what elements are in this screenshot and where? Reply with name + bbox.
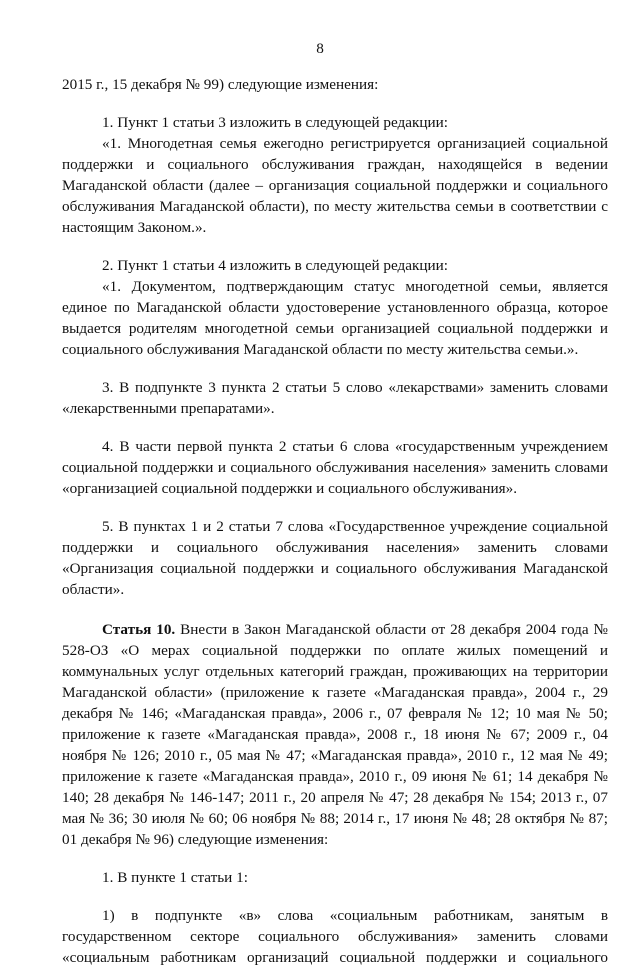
intro-line: 2015 г., 15 декабря № 99) следующие изменения: (62, 76, 379, 93)
article-10-heading: Статья 10. (102, 621, 176, 638)
document-body (62, 74, 608, 968)
article-10 (62, 619, 608, 850)
item-4: 4. В части первой пункта 2 статьи 6 слова «государственным учреждением социальной поддержки и социального обслуживания населения» заменить словами «организацией социальной поддержки и социального обслуживания». (62, 438, 608, 497)
subitem-1: 1. В пункте 1 статьи 1: (102, 869, 248, 886)
item-2-lead: 2. Пункт 1 статьи 4 изложить в следующей редакции: (102, 257, 449, 274)
item-3: 3. В подпункте 3 пункта 2 статьи 5 слово «лекарствами» заменить словами «лекарственными препаратами». (62, 379, 608, 417)
page-number: 8 (316, 40, 324, 57)
item-1-quote: «1. Многодетная семья ежегодно регистрируется организацией социальной поддержки и социального обслуживания граждан, находящейся в ведении Магаданской области (далее – организация социальной поддержки и социального обслуживания Магаданской области), по месту жительства семьи в соответствии с настоящим Законом.». (62, 135, 608, 236)
item-2-quote: «1. Документом, подтверждающим статус многодетной семьи, является единое по Магаданской области удостоверение установленного образца, которое выдается родителям многодетной семьи организацией социальной поддержки и социального обслуживания Магаданской области по месту жительства семьи.». (62, 278, 608, 358)
item-1-lead: 1. Пункт 1 статьи 3 изложить в следующей редакции: (102, 114, 449, 131)
article-10-text: Внести в Закон Магаданской области от 28 декабря 2004 года № 528-ОЗ «О мерах социальной поддержки по оплате жилых помещений и коммунальных услуг отдельных категорий граждан, проживающих на территории Магаданской области» (приложение к газете «Магаданская правда», 2004 г., 29 декабря № 146; «Магаданская правда», 2006 г., 07 февраля № 12; 10 мая № 50; приложение к газете «Магаданская правда», 2008 г., 18 июня № 67; 2009 г., 04 ноября № 126; 2010 г., 05 мая № 47; «Магаданская правда», 2010 г., 12 мая № 49; приложение к газете «Магаданская правда», 2010 г., 09 июня № 61; 14 декабря № 140; 28 декабря № 146-147; 2011 г., 20 апреля № 47; 28 декабря № 154; 2013 г., 07 мая № 36; 30 июля № 60; 06 ноября № 88; 2014 г., 17 июня № 48; 28 октября № 87; 01 декабря № 96) следующие изменения: (62, 621, 608, 848)
item-5: 5. В пунктах 1 и 2 статьи 7 слова «Государственное учреждение социальной поддержки и социального обслуживания населения» заменить словами «Организация социальной поддержки и социального обслуживания Магаданской области». (62, 518, 608, 598)
subitem-1-1: 1) в подпункте «в» слова «социальным работникам, занятым в государственном секторе социального обслуживания» заменить словами «социальным работникам организаций социальной поддержки и социального (62, 907, 608, 966)
